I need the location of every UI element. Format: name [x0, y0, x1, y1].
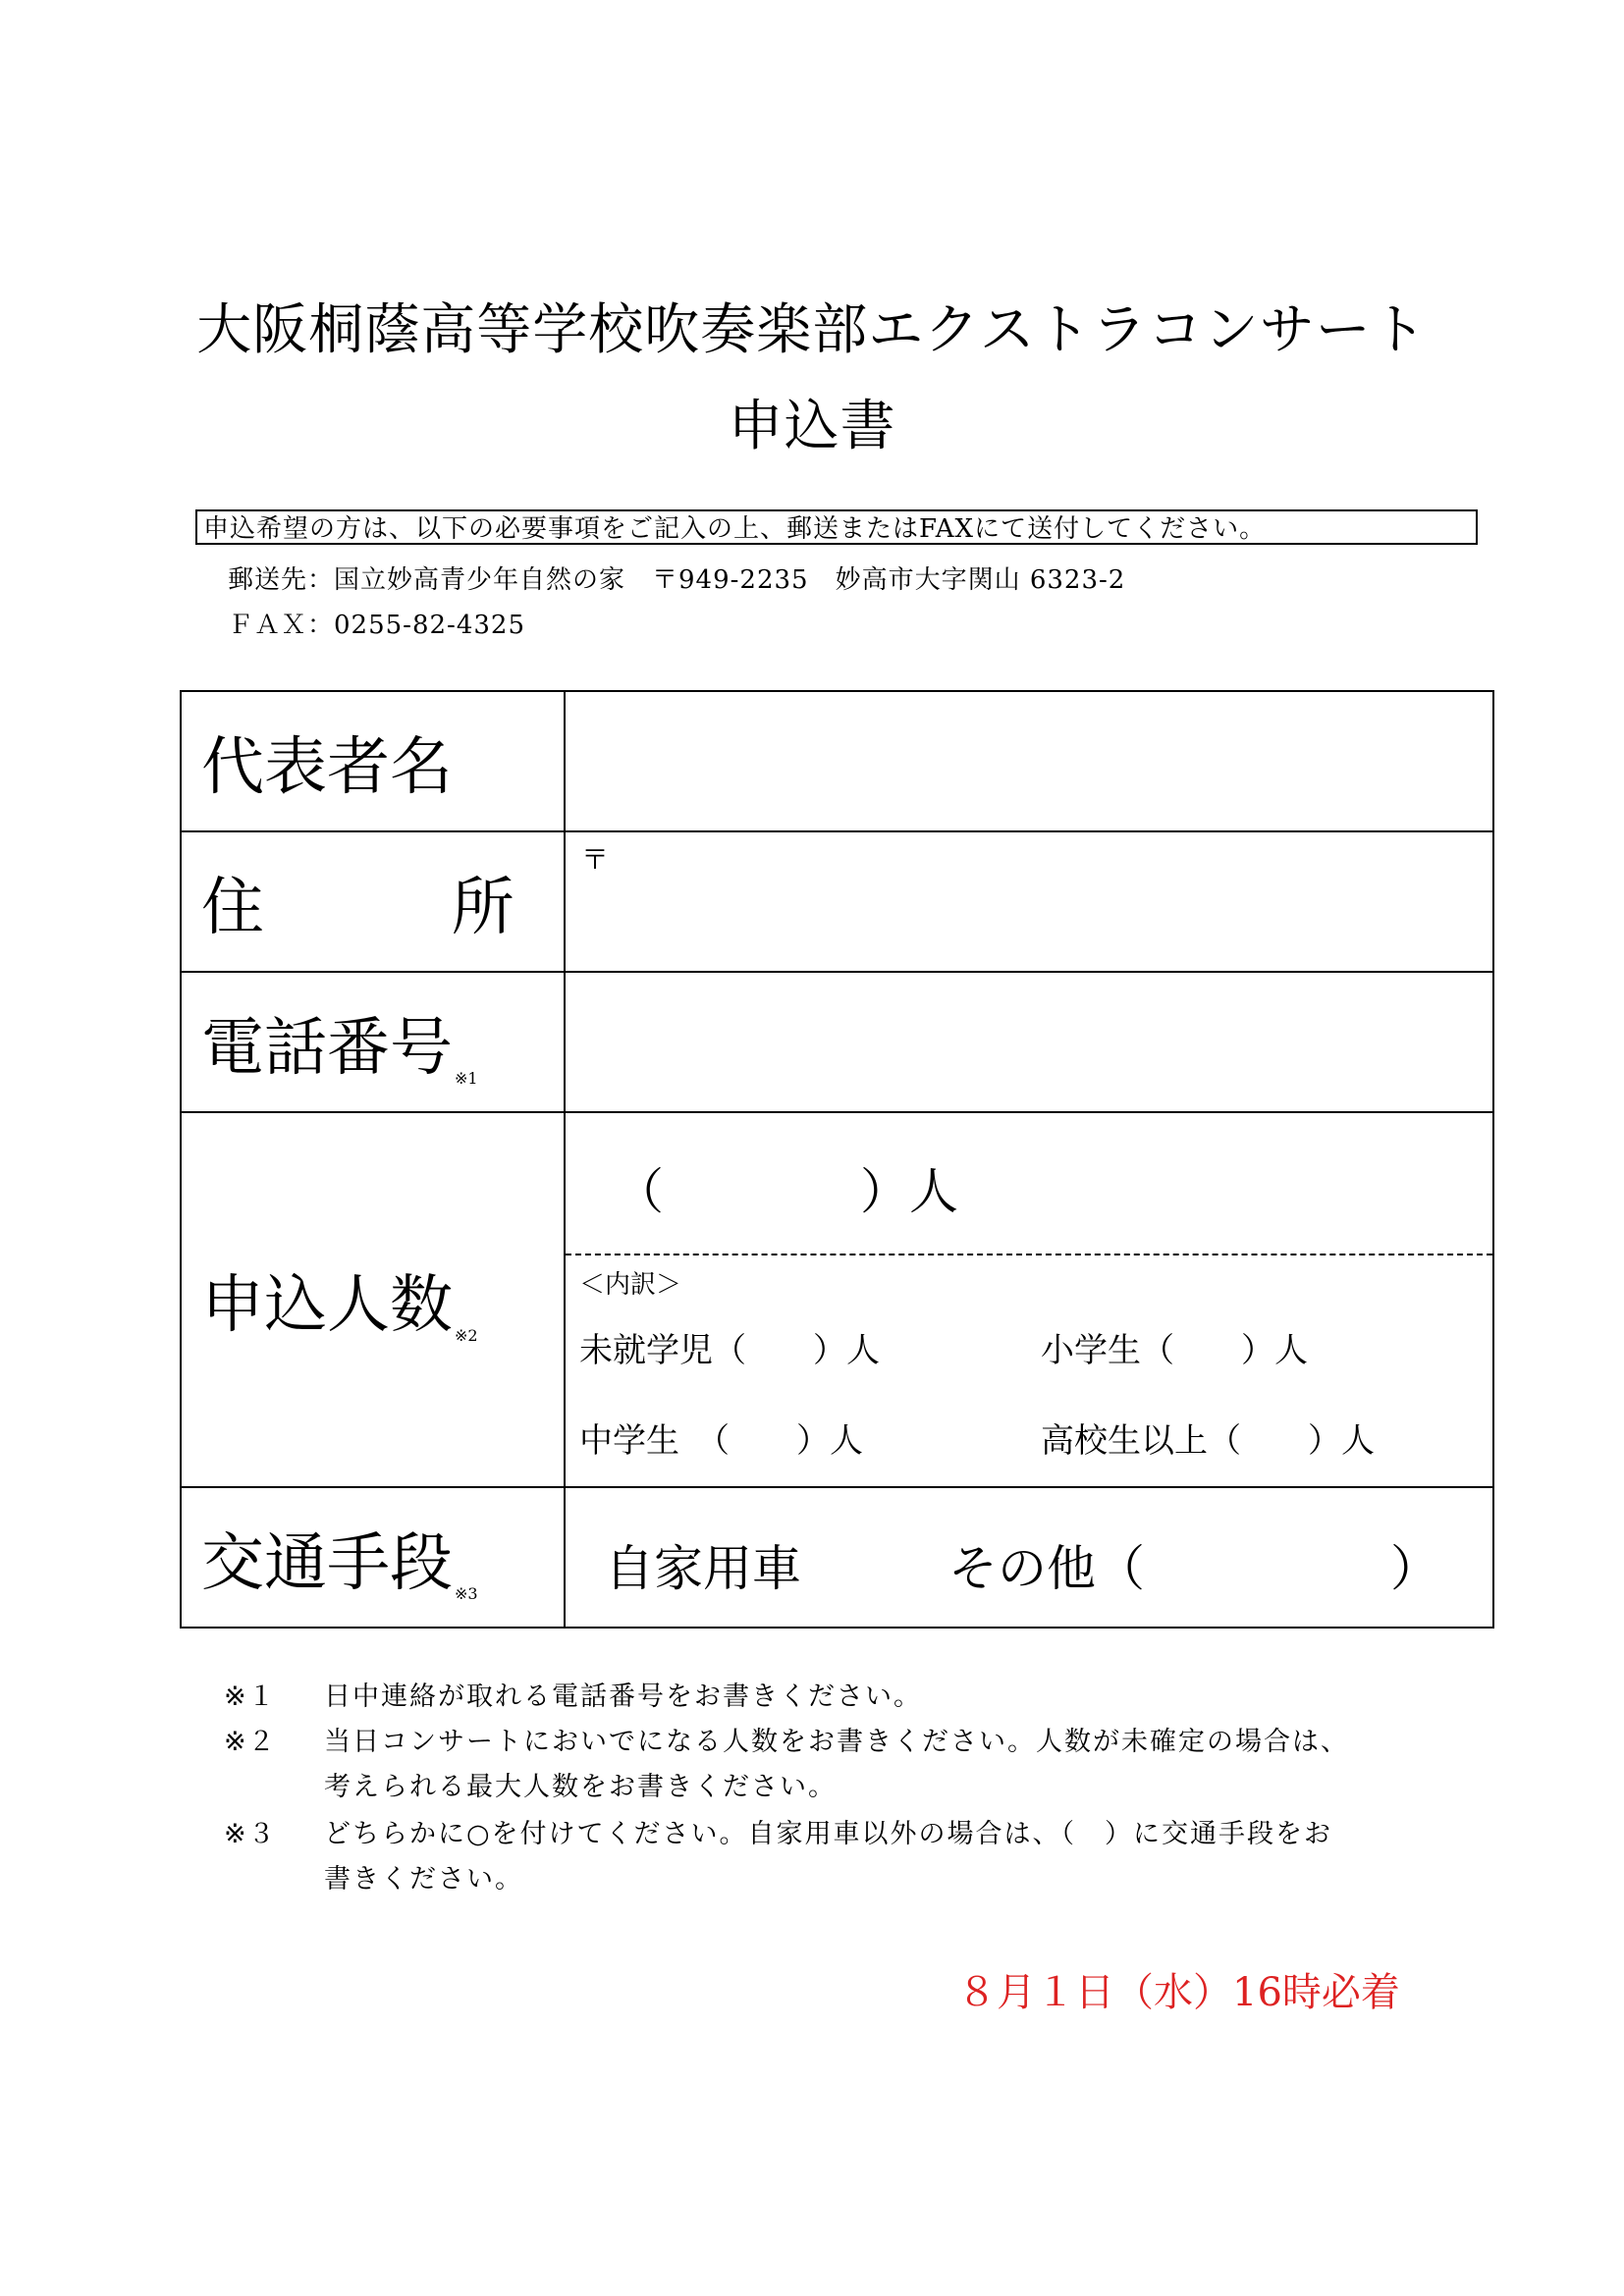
phone-input[interactable] [565, 972, 1493, 1112]
count-label-cell [181, 1112, 565, 1487]
address-label-2: 所 [451, 871, 514, 944]
transport-label: 交通手段 [201, 1526, 453, 1600]
breakdown-title: ＜内訳＞ [579, 1270, 682, 1300]
representative-input[interactable] [565, 691, 1493, 831]
footnote-2-line2: 考えられる最大人数をお書きください。 [324, 1772, 837, 1802]
submission-notice: 申込希望の方は、以下の必要事項をご記入の上、郵送またはFAXにて送付してください。 [195, 509, 1478, 545]
footnote-2-line1: 当日コンサートにおいでになる人数をお書きください。人数が未確定の場合は、 [324, 1727, 1349, 1757]
fax-number: ＦＡＸ：0255-82-4325 [228, 611, 525, 640]
transport-note: ※3 [455, 1583, 478, 1603]
mailing-address: 郵送先：国立妙高青少年自然の家 〒949-2235 妙高市大字関山 6323-2 [228, 565, 1126, 595]
footnote-3-line1: どちらかに○を付けてください。自家用車以外の場合は、（ ）に交通手段をお [324, 1819, 1333, 1849]
transport-cell [565, 1487, 1493, 1628]
phone-label-cell [181, 972, 565, 1112]
count-junior-high[interactable]: 中学生 （ ）人 [579, 1421, 863, 1461]
footnote-2-mark: ※２ [224, 1727, 277, 1757]
form-title: 大阪桐蔭高等学校吹奏楽部エクストラコンサート [196, 298, 1428, 362]
footnote-1: 日中連絡が取れる電話番号をお書きください。 [324, 1682, 922, 1712]
postal-mark: 〒 [581, 843, 610, 876]
count-elementary[interactable]: 小学生（ ）人 [1041, 1331, 1308, 1370]
address-input[interactable] [565, 831, 1493, 972]
address-label-cell [181, 831, 565, 972]
deadline: ８月１日（水）16時必着 [957, 1970, 1400, 2015]
count-total: （ ）人 [615, 1163, 958, 1220]
transport-car-option[interactable]: 自家用車 [605, 1540, 801, 1597]
count-infant[interactable]: 未就学児（ ）人 [579, 1331, 880, 1370]
count-label: 申込人数 [201, 1269, 453, 1342]
representative-label: 代表者名 [201, 730, 453, 804]
address-label-1: 住 [201, 871, 264, 944]
footnote-1-mark: ※１ [224, 1682, 277, 1712]
transport-other-option[interactable]: その他（ ） [948, 1540, 1439, 1597]
form-subtitle: 申込書 [728, 395, 896, 458]
count-cell [565, 1112, 1493, 1487]
count-high-school-plus[interactable]: 高校生以上（ ）人 [1041, 1421, 1375, 1461]
footnote-3-mark: ※３ [224, 1819, 277, 1849]
phone-label: 電話番号 [201, 1011, 453, 1085]
application-form-table [180, 690, 1494, 1629]
representative-label-cell [181, 691, 565, 831]
count-total-area[interactable] [566, 1113, 1492, 1255]
transport-label-cell [181, 1487, 565, 1628]
footnote-3-line2: 書きください。 [324, 1864, 523, 1895]
phone-note: ※1 [455, 1068, 478, 1088]
count-note: ※2 [455, 1326, 478, 1345]
